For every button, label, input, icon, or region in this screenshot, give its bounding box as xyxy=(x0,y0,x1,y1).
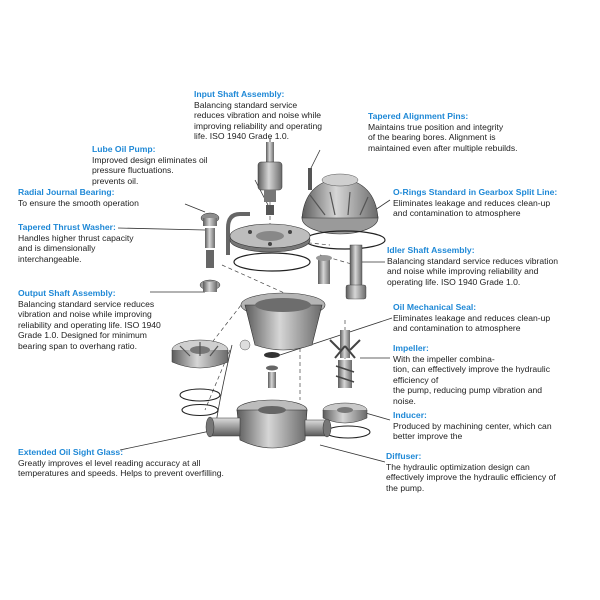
callout-title: Tapered Alignment Pins: xyxy=(368,111,469,121)
callout-tapered-pins xyxy=(368,111,518,153)
callout-title: Diffuser: xyxy=(386,451,422,461)
callout-body: The hydraulic optimization design can effectively improve the hydraulic efficiency of the pump. xyxy=(386,461,556,493)
o-ring-diffuser xyxy=(326,426,370,438)
callout-output-shaft xyxy=(18,288,161,352)
gearbox-cover-part xyxy=(302,168,378,234)
callout-body: Maintains true position and integrity of the bearing bores. Alignment is maintained even after multiple rebuilds. xyxy=(368,121,518,153)
o-ring-lower-1 xyxy=(180,389,220,401)
callout-body: Greatly improves el level reading accuracy at all temperatures and speeds. Helps to prevent overfilling. xyxy=(18,457,224,479)
callout-title: Extended Oil Sight Glass: xyxy=(18,447,124,457)
callout-title: Idler Shaft Assembly: xyxy=(387,245,475,255)
leader-diffuser xyxy=(320,445,385,462)
callout-body: Balancing standard service reduces vibration and noise while improving reliability and operating life. ISO 1940 Grade 1.0. Designed for minimum bearing span to overhang ratio. xyxy=(18,298,161,351)
callout-title: O-Rings Standard in Gearbox Split Line: xyxy=(393,187,558,197)
callout-body: Improved design eliminates oil pressure fluctuations. prevents oil. xyxy=(92,154,208,186)
o-ring-lower-2 xyxy=(182,405,218,416)
callout-title: Radial Journal Bearing: xyxy=(18,187,115,197)
callout-body: With the impeller combina- tion, can effectively improve the hydraulic efficiency of the pump, reducing pump vibration and noise. xyxy=(393,353,550,406)
inducer-part xyxy=(323,403,367,423)
callout-lube-pump xyxy=(92,144,208,186)
callout-sight-glass xyxy=(18,447,224,479)
callout-body: Balancing standard service reduces vibration and noise while improving reliability and operating life. ISO 1940 Grade 1.0. xyxy=(194,99,323,142)
callout-body: Handles higher thrust capacity and is dimensionally interchangeable. xyxy=(18,232,134,264)
callout-impeller xyxy=(393,343,550,407)
output-shaft-part xyxy=(172,340,228,368)
o-ring-middle xyxy=(234,253,310,271)
callout-title: Lube Oil Pump: xyxy=(92,144,156,154)
callout-inducer xyxy=(393,410,552,442)
gear-plate-part xyxy=(230,224,310,252)
callout-diffuser xyxy=(386,451,556,493)
leader-o-rings xyxy=(375,200,390,210)
leader-tapered-pins xyxy=(310,150,320,170)
callout-title: Impeller: xyxy=(393,343,429,353)
callout-body: Eliminates leakage and reduces clean-up and contamination to atmosphere xyxy=(393,197,551,219)
pump-casing-part xyxy=(206,400,331,448)
callout-o-rings xyxy=(393,187,557,219)
callout-idler-shaft xyxy=(387,245,558,287)
callout-title: Input Shaft Assembly: xyxy=(194,89,285,99)
callout-title: Tapered Thrust Washer: xyxy=(18,222,116,232)
callout-thrust-washer xyxy=(18,222,134,264)
callout-radial-bearing xyxy=(18,187,139,208)
callout-body: Produced by machining center, which can better improve the xyxy=(393,420,552,442)
callout-body: To ensure the smooth operation xyxy=(18,197,139,208)
callout-title: Oil Mechanical Seal: xyxy=(393,302,477,312)
callout-body: Balancing standard service reduces vibration and noise while improving reliability and operating life. ISO 1940 Grade 1.0. xyxy=(387,255,559,287)
callout-oil-seal xyxy=(393,302,550,334)
callout-body: Eliminates leakage and reduces clean-up and contamination to atmosphere xyxy=(393,312,551,334)
callout-input-shaft xyxy=(194,89,322,142)
gearbox-housing-part xyxy=(241,293,325,350)
callout-title: Inducer: xyxy=(393,410,427,420)
idler-shaft-part xyxy=(316,245,366,299)
leader-radial-bearing xyxy=(185,204,205,212)
lube-pump-part xyxy=(200,213,220,292)
callout-title: Output Shaft Assembly: xyxy=(18,288,116,298)
